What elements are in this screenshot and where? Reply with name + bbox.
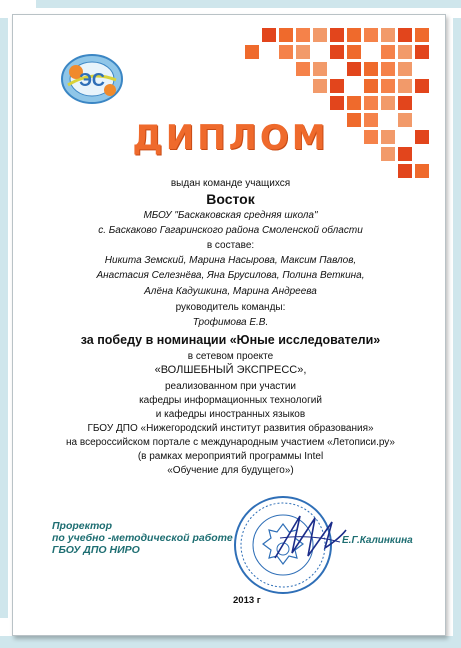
orange-mosaic-decoration <box>238 24 448 194</box>
mosaic-square <box>398 96 412 110</box>
signer-position-line-2: по учебно -методической работе <box>52 532 233 544</box>
diploma-title-text: ДИПЛОМ <box>132 118 329 158</box>
mosaic-square <box>381 96 395 110</box>
details-line-4: ГБОУ ДПО «Нижегородский институт развития образования» <box>87 423 374 434</box>
project-intro: в сетевом проекте <box>187 351 274 362</box>
mosaic-square <box>381 62 395 76</box>
mosaic-square <box>398 164 412 178</box>
issue-year: 2013 г <box>233 595 261 606</box>
signer-name: Е.Г.Калинкина <box>342 535 413 546</box>
frame-bar-bottom <box>0 636 461 648</box>
members-line-2: Анастасия Селезнёва, Яна Брусилова, Полина Веткина, <box>96 270 365 281</box>
mosaic-square <box>364 79 378 93</box>
mosaic-square <box>398 28 412 42</box>
leader-label: руководитель команды: <box>175 302 286 313</box>
details-line-2: кафедры информационных технологий <box>139 395 322 406</box>
leader-name: Трофимова Е.В. <box>192 317 269 328</box>
mosaic-square <box>279 28 293 42</box>
mosaic-square <box>364 96 378 110</box>
mosaic-square <box>330 28 344 42</box>
school-name: МБОУ "Баскаковская средняя школа" <box>143 210 318 221</box>
mosaic-square <box>364 28 378 42</box>
mosaic-square <box>296 45 310 59</box>
mosaic-square <box>347 96 361 110</box>
members-line-1: Никита Земский, Марина Насырова, Максим Павлов, <box>104 255 357 266</box>
mosaic-square <box>381 45 395 59</box>
mosaic-square <box>398 62 412 76</box>
signer-position-line-1: Проректор <box>52 520 112 532</box>
mosaic-square <box>398 45 412 59</box>
members-line-3: Алёна Кадушкина, Марина Андреева <box>144 286 317 297</box>
mosaic-square <box>330 45 344 59</box>
mosaic-square <box>347 62 361 76</box>
expedition-logo <box>58 50 126 108</box>
mosaic-square <box>330 79 344 93</box>
mosaic-square <box>279 45 293 59</box>
frame-bar-top <box>36 0 461 8</box>
details-line-7: «Обучение для будущего») <box>167 465 294 476</box>
details-line-1: реализованном при участии <box>164 381 297 392</box>
mosaic-square <box>415 45 429 59</box>
award-text: за победу в номинации «Юные исследователи» <box>80 333 381 347</box>
mosaic-square <box>313 79 327 93</box>
school-location: с. Баскаково Гагаринского района Смоленской области <box>98 225 363 236</box>
signer-position <box>52 520 242 556</box>
details-line-5: на всероссийском портале с международным участием «Летописи.ру» <box>66 437 395 448</box>
logo-letters: ЭС <box>79 70 105 90</box>
mosaic-square <box>296 62 310 76</box>
mosaic-square <box>381 28 395 42</box>
mosaic-square <box>313 28 327 42</box>
composition-label: в составе: <box>206 240 255 251</box>
mosaic-square <box>415 79 429 93</box>
team-name: Восток <box>206 191 255 207</box>
mosaic-square <box>415 28 429 42</box>
mosaic-square <box>330 96 344 110</box>
mosaic-square <box>415 164 429 178</box>
project-name: «ВОЛШЕБНЫЙ ЭКСПРЕСС», <box>154 364 307 376</box>
handwritten-signature <box>270 508 350 568</box>
mosaic-square <box>262 28 276 42</box>
mosaic-square <box>313 62 327 76</box>
signer-position-line-3: ГБОУ ДПО НИРО <box>52 544 140 556</box>
issued-to: выдан команде учащихся <box>170 178 291 189</box>
mosaic-square <box>364 62 378 76</box>
diploma-title <box>0 118 461 158</box>
mosaic-square <box>347 28 361 42</box>
details-line-3: и кафедры иностранных языков <box>155 409 306 420</box>
mosaic-square <box>381 79 395 93</box>
mosaic-square <box>245 45 259 59</box>
mosaic-square <box>347 45 361 59</box>
mosaic-square <box>398 79 412 93</box>
mosaic-square <box>296 28 310 42</box>
details-line-6: (в рамках мероприятий программы Intel <box>137 451 324 462</box>
